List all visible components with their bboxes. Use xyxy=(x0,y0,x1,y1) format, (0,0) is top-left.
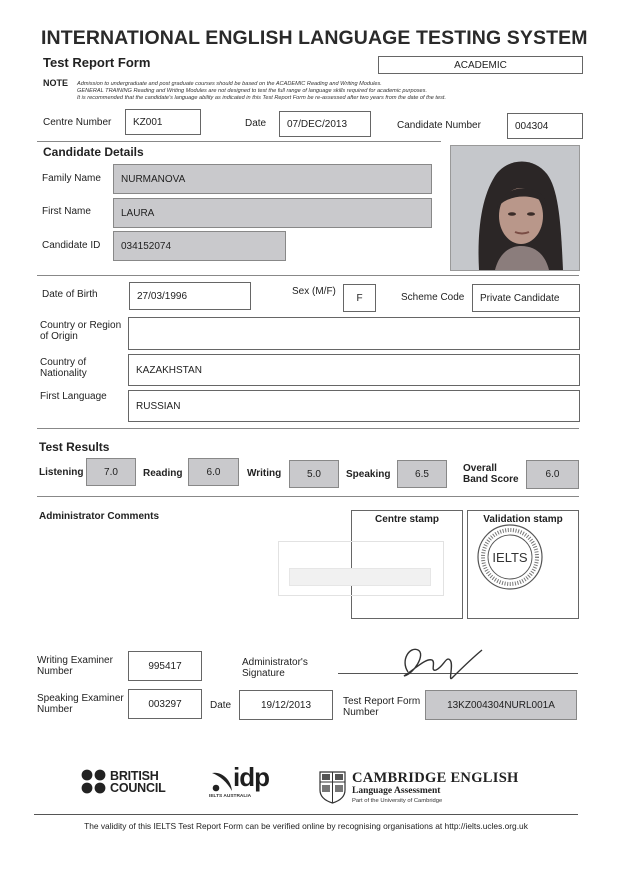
overall-label-2: Band Score xyxy=(463,474,519,485)
nationality-label-1: Country of xyxy=(40,357,87,368)
nationality-label xyxy=(40,357,87,379)
origin-label-2: of Origin xyxy=(40,331,78,342)
note-line-2: GENERAL TRAINING Reading and Writing Modules are not designed to test the full range of language skills required for academic purposes. xyxy=(77,88,427,94)
overall-label-1: Overall xyxy=(463,463,497,474)
candidate-id-field: 034152074 xyxy=(113,231,286,261)
origin-label xyxy=(40,320,121,342)
cambridge-line-3: Part of the University of Cambridge xyxy=(352,798,443,804)
speaking-examiner-label xyxy=(37,693,124,715)
nationality-label-2: Nationality xyxy=(40,368,87,379)
seal-text: IELTS xyxy=(492,550,528,565)
examiner-date-label: Date xyxy=(210,700,232,711)
trf-number-field: 13KZ004304NURL001A xyxy=(425,690,577,720)
admin-signature-label xyxy=(242,657,308,679)
candidate-details-heading: Candidate Details xyxy=(43,145,144,159)
writing-examiner-label-1: Writing Examiner xyxy=(37,655,113,666)
cambridge-shield-icon xyxy=(319,771,346,804)
speaking-score: 6.5 xyxy=(397,460,447,488)
divider xyxy=(37,428,579,429)
first-language-field: RUSSIAN xyxy=(128,390,580,422)
idp-wordmark: idp xyxy=(233,762,269,792)
british-council-line-2: COUNCIL xyxy=(110,781,166,795)
writing-score: 5.0 xyxy=(289,460,339,488)
validation-stamp-label: Validation stamp xyxy=(483,514,563,525)
family-name-field: NURMANOVA xyxy=(113,164,432,194)
scheme-code-label: Scheme Code xyxy=(401,292,465,303)
administrator-signature xyxy=(392,638,488,686)
footer-text: The validity of this IELTS Test Report Form can be verified online by recognising organisations at http://ielts.ucles.org.uk xyxy=(84,821,528,831)
idp-subtitle: IELTS AUSTRALIA xyxy=(209,794,252,799)
form-subtitle: Test Report Form xyxy=(43,55,151,70)
dob-label: Date of Birth xyxy=(42,289,98,300)
divider xyxy=(37,141,441,142)
sex-label: Sex (M/F) xyxy=(292,286,336,297)
test-date-field: 07/DEC/2013 xyxy=(279,111,371,137)
centre-number-label: Centre Number xyxy=(43,117,112,128)
british-council-dots-icon xyxy=(81,769,107,795)
idp-swoosh-icon xyxy=(209,769,235,793)
date-label: Date xyxy=(245,118,267,129)
examiner-date-field: 19/12/2013 xyxy=(239,690,333,720)
british-council-logo xyxy=(81,767,166,797)
idp-logo xyxy=(209,762,283,802)
writing-examiner-label-2: Number xyxy=(37,666,73,677)
admin-comments-label: Administrator Comments xyxy=(39,511,160,522)
speaking-examiner-label-1: Speaking Examiner xyxy=(37,693,124,704)
origin-label-1: Country or Region xyxy=(40,320,122,331)
candidate-photo xyxy=(450,145,580,271)
trf-number-label-2: Number xyxy=(343,707,379,718)
admin-signature-label-2: Signature xyxy=(242,668,285,679)
speaking-label: Speaking xyxy=(346,469,391,480)
scheme-code-field: Private Candidate xyxy=(472,284,580,312)
candidate-id-label: Candidate ID xyxy=(42,240,101,251)
note-text xyxy=(77,81,567,102)
sex-field: F xyxy=(343,284,376,312)
ielts-seal-icon xyxy=(476,523,544,591)
listening-label: Listening xyxy=(39,467,84,478)
note-label: NOTE xyxy=(43,78,69,88)
divider xyxy=(37,275,579,276)
cambridge-line-2: Language Assessment xyxy=(352,786,441,796)
speaking-examiner-label-2: Number xyxy=(37,704,73,715)
reading-score: 6.0 xyxy=(188,458,239,486)
note-line-1: Admission to undergraduate and post graduate courses should be based on the ACADEMIC Reading and Writing Modules. xyxy=(77,81,382,87)
first-language-label: First Language xyxy=(40,391,107,402)
note-line-3: It is recommended that the candidate's language ability as indicated in this Test Report Form be re-assessed after two years from the date of the test. xyxy=(77,95,446,101)
centre-number-field: KZ001 xyxy=(125,109,201,135)
divider xyxy=(37,496,579,497)
reading-label: Reading xyxy=(143,468,183,479)
british-council-line-1: BRITISH xyxy=(110,768,159,783)
family-name-label: Family Name xyxy=(42,173,101,184)
cambridge-logo xyxy=(319,771,519,805)
listening-score: 7.0 xyxy=(86,458,136,486)
dob-field: 27/03/1996 xyxy=(129,282,251,310)
test-results-heading: Test Results xyxy=(39,440,110,454)
origin-field xyxy=(128,317,580,350)
footer-rule xyxy=(34,814,578,815)
first-name-field: LAURA xyxy=(113,198,432,228)
admin-signature-label-1: Administrator's xyxy=(242,657,308,668)
centre-stamp-label: Centre stamp xyxy=(375,514,439,525)
faded-stamp-mark xyxy=(278,541,444,596)
candidate-number-field: 004304 xyxy=(507,113,583,139)
writing-examiner-number: 995417 xyxy=(128,651,202,681)
module-box: ACADEMIC xyxy=(378,56,583,74)
portrait-icon xyxy=(451,146,579,270)
overall-label xyxy=(463,463,519,485)
candidate-number-label: Candidate Number xyxy=(397,120,481,131)
nationality-field: KAZAKHSTAN xyxy=(128,354,580,386)
speaking-examiner-number: 003297 xyxy=(128,689,202,719)
writing-label: Writing xyxy=(247,468,282,479)
writing-examiner-label xyxy=(37,655,113,677)
trf-number-label-1: Test Report Form xyxy=(343,696,421,707)
trf-number-label xyxy=(343,696,420,718)
first-name-label: First Name xyxy=(42,206,91,217)
form-title: INTERNATIONAL ENGLISH LANGUAGE TESTING SYSTEM xyxy=(41,27,588,49)
cambridge-line-1: CAMBRIDGE ENGLISH xyxy=(352,770,519,786)
overall-score: 6.0 xyxy=(526,460,579,489)
